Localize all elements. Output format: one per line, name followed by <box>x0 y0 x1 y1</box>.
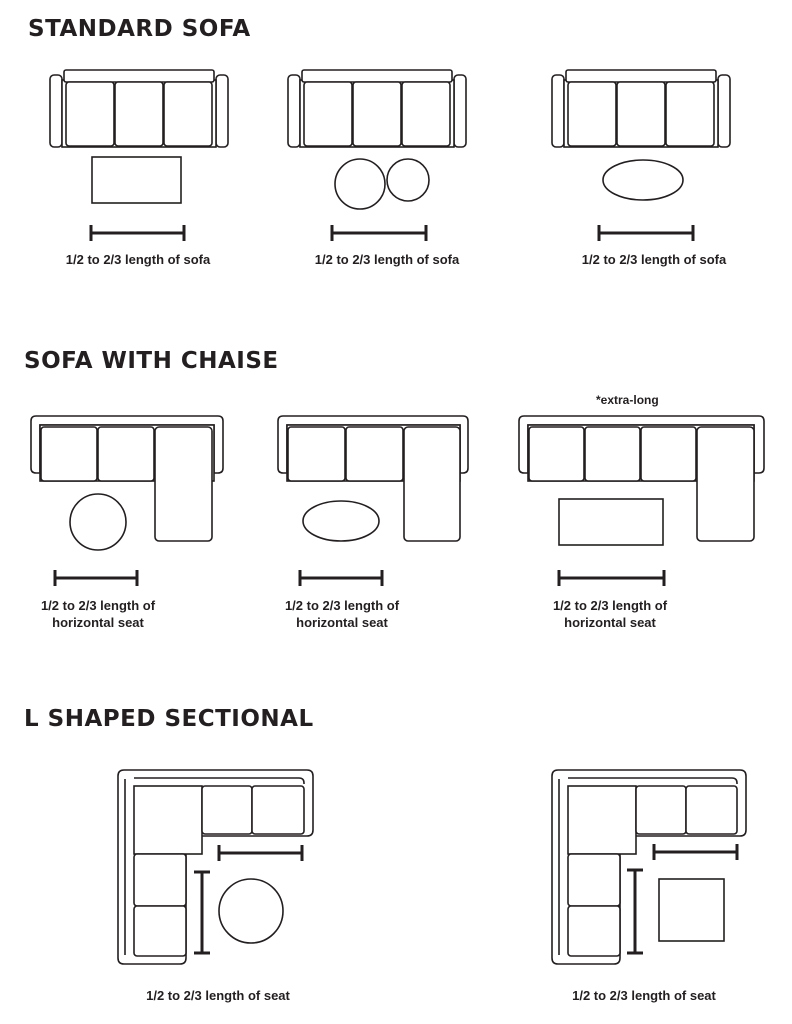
round-coffee-table-sectional <box>219 879 283 943</box>
heading-sofa-with-chaise: SOFA WITH CHAISE <box>24 348 279 374</box>
chaise-sofa-1 <box>31 416 223 541</box>
label-chaise-2 <box>252 597 432 631</box>
label-chaise-1-line2: horizontal seat <box>52 615 144 630</box>
label-chaise-1 <box>8 597 188 631</box>
rectangle-coffee-table-chaise <box>559 499 663 545</box>
label-chaise-3-line1: 1/2 to 2/3 length of <box>552 598 668 613</box>
label-chaise-3 <box>520 597 700 631</box>
label-standard-sofa-3: 1/2 to 2/3 length of sofa <box>581 252 727 267</box>
measure-bar-6 <box>559 570 664 586</box>
measure-bar-2 <box>332 225 426 241</box>
round-coffee-table <box>70 494 126 550</box>
label-chaise-2-line1: 1/2 to 2/3 length of <box>284 598 400 613</box>
measure-bar-7-vertical <box>194 872 210 953</box>
heading-standard-sofa: STANDARD SOFA <box>28 16 251 42</box>
label-chaise-1-line1: 1/2 to 2/3 length of <box>40 598 156 613</box>
standard-sofa-1 <box>50 70 228 147</box>
label-sectional-2: 1/2 to 2/3 length of seat <box>572 988 716 1003</box>
measure-bar-8-vertical <box>627 870 643 953</box>
oval-coffee-table-chaise <box>303 501 379 541</box>
oval-coffee-table <box>603 160 683 200</box>
label-standard-sofa-1: 1/2 to 2/3 length of sofa <box>65 252 211 267</box>
measure-bar-3 <box>599 225 693 241</box>
label-standard-sofa-2: 1/2 to 2/3 length of sofa <box>314 252 460 267</box>
measure-bar-5 <box>300 570 382 586</box>
l-sectional-1 <box>118 770 313 964</box>
heading-l-shaped-sectional: L SHAPED SECTIONAL <box>24 706 314 732</box>
standard-sofa-2 <box>288 70 466 147</box>
standard-sofa-3 <box>552 70 730 147</box>
rectangle-coffee-table <box>92 157 181 203</box>
label-sectional-1: 1/2 to 2/3 length of seat <box>146 988 290 1003</box>
measure-bar-1 <box>91 225 184 241</box>
extra-long-note: *extra-long <box>596 393 659 407</box>
measure-bar-8-horizontal <box>654 844 737 860</box>
two-circle-coffee-tables <box>335 159 429 209</box>
square-coffee-table <box>659 879 724 941</box>
label-chaise-2-line2: horizontal seat <box>296 615 388 630</box>
measure-bar-7-horizontal <box>219 845 302 861</box>
measure-bar-4 <box>55 570 137 586</box>
label-chaise-3-line2: horizontal seat <box>564 615 656 630</box>
